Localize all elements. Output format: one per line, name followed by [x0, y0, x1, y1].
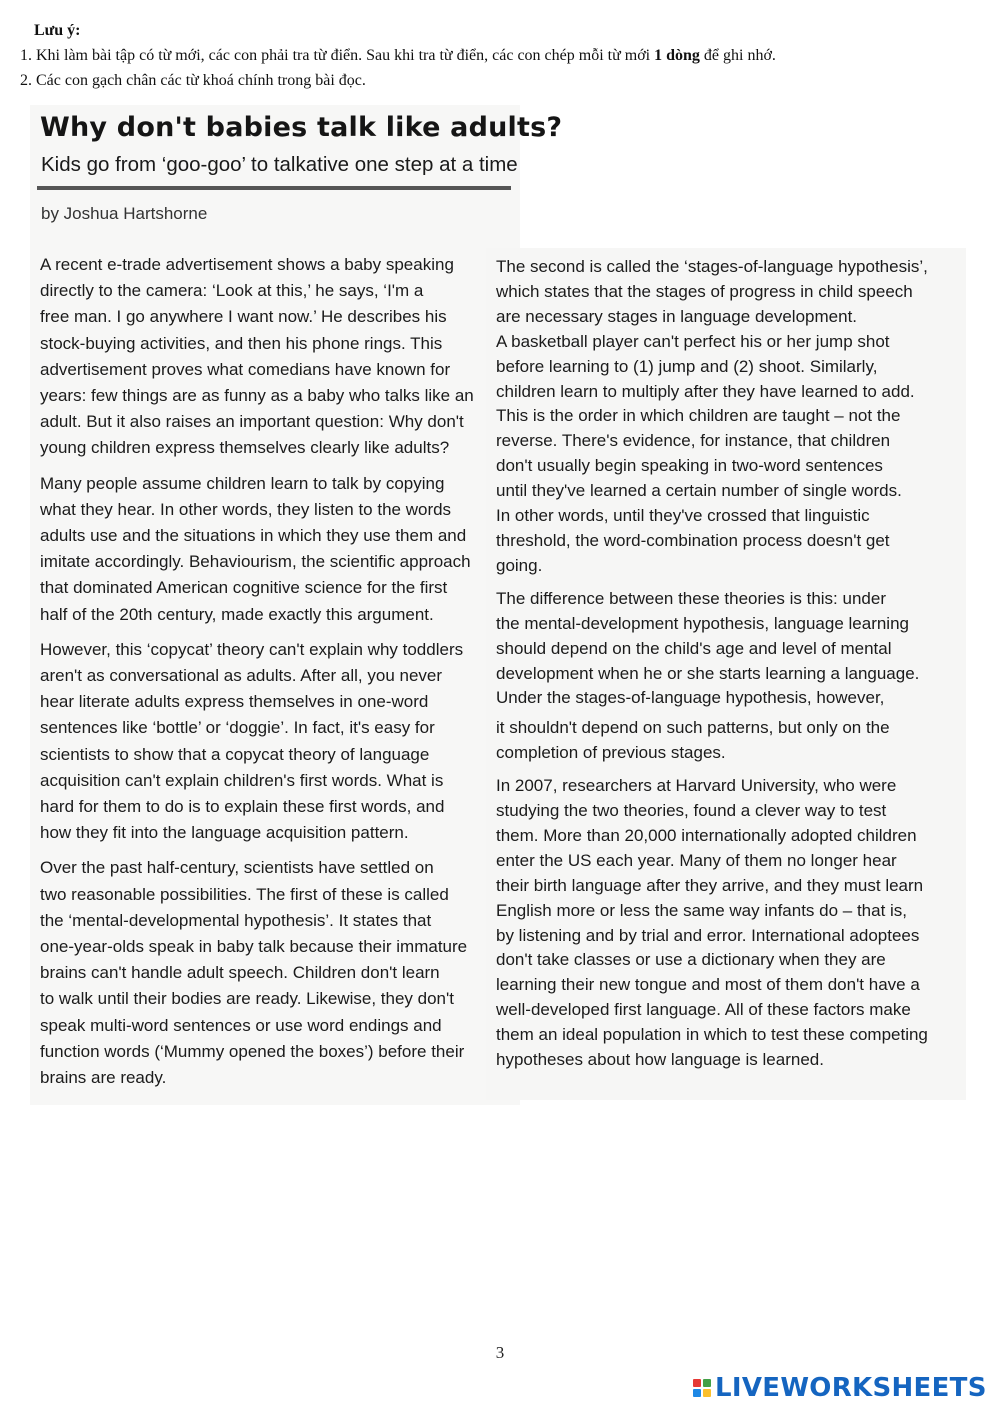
paragraph-line: by listening and by trial and error. International adoptees [496, 925, 920, 945]
logo-square [693, 1379, 701, 1387]
article-paragraph [496, 774, 966, 1073]
paragraph-line: Many people assume children learn to talk by copying [40, 473, 445, 493]
paragraph-line: scientists to show that a copycat theory of language [40, 744, 430, 764]
logo-square [703, 1389, 711, 1397]
paragraph-line: A recent e-trade advertisement shows a baby speaking [40, 255, 454, 274]
article-paragraph [40, 637, 490, 847]
paragraph-line: are necessary stages in language development. [496, 306, 858, 326]
article-paragraph [40, 471, 490, 628]
paragraph-line: reverse. There's evidence, for instance, that children [496, 431, 891, 451]
paragraph-line: sentences like ‘bottle’ or ‘doggie’. In fact, it's easy for [40, 718, 435, 738]
paragraph-line: However, this ‘copycat’ theory can't explain why toddlers [40, 639, 464, 659]
paragraph-line: English more or less the same way infants do – that is, [496, 900, 908, 920]
paragraph-line: years: few things are as funny as a baby who talks like an [40, 386, 474, 406]
paragraph-line: adult. But it also raises an important question: Why don't [40, 412, 464, 432]
paragraph-line: In other words, until they've crossed that linguistic [496, 506, 870, 526]
paragraph-line: two reasonable possibilities. The first of these is called [40, 884, 449, 904]
paragraph-line: learning their new tongue and most of them don't have a [496, 975, 920, 995]
paragraph-line: A basketball player can't perfect his or her jump shot [496, 331, 890, 351]
article-paragraph [496, 716, 966, 766]
paragraph-line: In 2007, researchers at Harvard University, who were [496, 776, 897, 796]
note-line-1 [20, 43, 980, 68]
paragraph-line: don't usually begin speaking in two-word sentences [496, 456, 883, 476]
paragraph-line: it shouldn't depend on such patterns, but only on the [496, 718, 890, 738]
paragraph-line: the mental-development hypothesis, language learning [496, 613, 909, 633]
article-right-column [496, 255, 966, 1081]
note-title: Lưu ý: [34, 22, 81, 39]
paragraph-line: brains can't handle adult speech. Children don't learn [40, 963, 440, 983]
paragraph-line: children learn to multiply after they have learned to add. [496, 381, 915, 401]
paragraph-line: until they've learned a certain number of single words. [496, 481, 902, 501]
liveworksheets-brand[interactable] [693, 1373, 987, 1403]
paragraph-line: which states that the stages of progress in child speech [496, 281, 913, 301]
paragraph-line: the ‘mental-developmental hypothesis’. It states that [40, 910, 432, 930]
note-line-1-bold: 1 dòng [654, 47, 700, 64]
page-number: 3 [495, 1343, 505, 1362]
logo-square [693, 1389, 701, 1397]
paragraph-line: one-year-olds speak in baby talk because their immature [40, 937, 468, 957]
paragraph-line: their birth language after they arrive, and they must learn [496, 875, 924, 895]
paragraph-line: them an ideal population in which to test these competing [496, 1025, 928, 1045]
paragraph-line: studying the two theories, found a clever way to test [496, 801, 887, 821]
paragraph-line: going. [496, 555, 543, 575]
paragraph-line: adults use and the situations in which they use them and [40, 526, 467, 546]
paragraph-line: to walk until their bodies are ready. Likewise, they don't [40, 989, 454, 1009]
paragraph-line: half of the 20th century, made exactly this argument. [40, 604, 434, 624]
paragraph-line: This is the order in which children are taught – not the [496, 406, 901, 426]
paragraph-line: don't take classes or use a dictionary when they are [496, 950, 886, 970]
paragraph-line: The second is called the ‘stages-of-language hypothesis’, [496, 257, 928, 276]
liveworksheets-logo-icon [693, 1379, 711, 1397]
paragraph-line: stock-buying activities, and then his phone rings. This [40, 333, 443, 353]
paragraph-line: that dominated American cognitive science for the first [40, 578, 448, 598]
logo-square [703, 1379, 711, 1387]
paragraph-line: hear literate adults express themselves in one-word [40, 692, 429, 712]
paragraph-line: Over the past half-century, scientists have settled on [40, 858, 434, 878]
article-subtitle: Kids go from ‘goo-goo’ to talkative one step at a time [41, 153, 518, 176]
paragraph-line: hard for them to do is to explain these first words, and [40, 797, 445, 817]
note-line-1-text: 1. Khi làm bài tập có từ mới, các con phải tra từ điển. Sau khi tra từ điển, các con chép mỗi từ mới [20, 47, 655, 64]
article-paragraph [40, 855, 490, 1091]
paragraph-line: aren't as conversational as adults. After all, you never [40, 666, 443, 686]
paragraph-line: completion of previous stages. [496, 743, 726, 763]
paragraph-line: brains are ready. [40, 1068, 167, 1088]
article-paragraph [496, 587, 966, 712]
paragraph-line: what they hear. In other words, they listen to the words [40, 499, 452, 519]
paragraph-line: acquisition can't explain children's first words. What is [40, 770, 444, 790]
paragraph-line: how they fit into the language acquisition pattern. [40, 823, 409, 843]
paragraph-line: them. More than 20,000 internationally adopted children [496, 825, 917, 845]
paragraph-line: enter the US each year. Many of them no longer hear [496, 850, 897, 870]
paragraph-line: before learning to (1) jump and (2) shoot. Similarly, [496, 356, 878, 376]
paragraph-line: Under the stages-of-language hypothesis, however, [496, 688, 885, 708]
paragraph-line: speak multi-word sentences or use word endings and [40, 1015, 442, 1035]
paragraph-line: threshold, the word-combination process doesn't get [496, 530, 890, 550]
paragraph-line: directly to the camera: ‘Look at this,’ he says, ‘I'm a [40, 281, 424, 301]
paragraph-line: development when he or she starts learning a language. [496, 663, 920, 683]
paragraph-line: free man. I go anywhere I want now.’ He describes his [40, 307, 447, 327]
article-title: Why don't babies talk like adults? [40, 112, 563, 143]
note-line-1-end: để ghi nhớ. [699, 47, 776, 64]
paragraph-line: young children express themselves clearly like adults? [40, 438, 450, 458]
paragraph-line: well-developed first language. All of these factors make [496, 1000, 911, 1020]
article-left-column [40, 252, 490, 1100]
title-divider [37, 186, 511, 190]
article-paragraph [40, 252, 490, 462]
paragraph-line: hypotheses about how language is learned. [496, 1050, 824, 1070]
paragraph-line: imitate accordingly. Behaviourism, the scientific approach [40, 552, 471, 572]
paragraph-line: The difference between these theories is this: under [496, 588, 886, 608]
article-paragraph [496, 255, 966, 579]
paragraph-line: advertisement proves what comedians have known for [40, 359, 451, 379]
note-line-2: 2. Các con gạch chân các từ khoá chính trong bài đọc. [20, 72, 366, 89]
instruction-note [20, 18, 980, 93]
paragraph-line: function words (‘Mummy opened the boxes’) before their [40, 1041, 465, 1061]
paragraph-line: should depend on the child's age and level of mental [496, 638, 892, 658]
brand-name: LIVEWORKSHEETS [715, 1373, 987, 1403]
article-byline: by Joshua Hartshorne [41, 204, 208, 223]
